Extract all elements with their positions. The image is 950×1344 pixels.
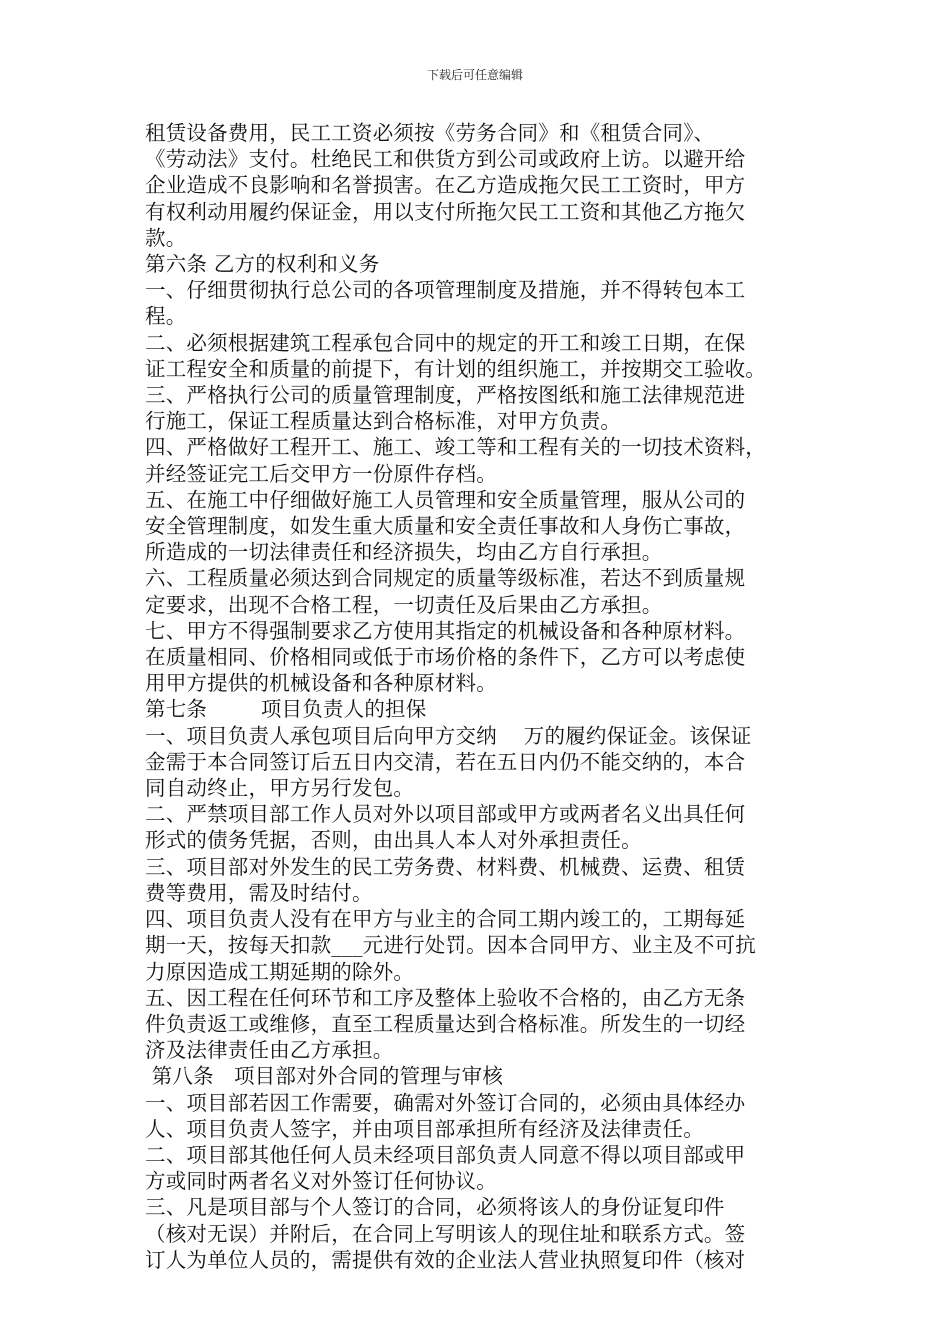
section-heading: 第七条 项目负责人的担保 xyxy=(145,697,427,722)
text-line: 一、仔细贯彻执行总公司的各项管理制度及措施，并不得转包本工 xyxy=(145,278,746,303)
text-line: 费等费用，需及时结付。 xyxy=(145,880,373,905)
text-line: 七、甲方不得强制要求乙方使用其指定的机械设备和各种原材料。 xyxy=(145,618,746,643)
text-line: 证工程安全和质量的前提下，有计划的组织施工，并按期交工验收。 xyxy=(145,356,766,381)
text-line: 四、项目负责人没有在甲方与业主的合同工期内竣工的，工期每延 xyxy=(145,907,746,932)
text-line: 二、项目部其他任何人员未经项目部负责人同意不得以项目部或甲 xyxy=(145,1142,746,1167)
text-line: 企业造成不良影响和名誉损害。在乙方造成拖欠民工工资时，甲方 xyxy=(145,173,746,198)
text-line: 在质量相同、价格相同或低于市场价格的条件下，乙方可以考虑使 xyxy=(145,645,746,670)
text-line: 件负责返工或维修，直至工程质量达到合格标准。所发生的一切经 xyxy=(145,1011,746,1036)
text-line: 方或同时两者名义对外签订任何协议。 xyxy=(145,1169,497,1194)
text-line: 有权利动用履约保证金，用以支付所拖欠民工工资和其他乙方拖欠 xyxy=(145,199,746,224)
text-line: 行施工，保证工程质量达到合格标准，对甲方负责。 xyxy=(145,409,622,434)
text-line: 力原因造成工期延期的除外。 xyxy=(145,959,415,984)
text-line: 济及法律责任由乙方承担。 xyxy=(145,1038,394,1063)
text-line: 金需于本合同签订后五日内交清，若在五日内仍不能交纳的，本合 xyxy=(145,749,746,774)
text-line: 定要求，出现不合格工程，一切责任及后果由乙方承担。 xyxy=(145,592,663,617)
text-line: 期一天，按每天扣款___元进行处罚。因本合同甲方、业主及不可抗 xyxy=(145,933,756,958)
text-line: 一、项目负责人承包项目后向甲方交纳 万的履约保证金。该保证 xyxy=(145,723,752,748)
text-line: 三、严格执行公司的质量管理制度，严格按图纸和施工法律规范进 xyxy=(145,383,746,408)
text-line: 程。 xyxy=(145,304,187,329)
text-line: 用甲方提供的机械设备和各种原材料。 xyxy=(145,671,497,696)
text-line: 四、严格做好工程开工、施工、竣工等和工程有关的一切技术资料， xyxy=(145,435,766,460)
text-line: 一、项目部若因工作需要，确需对外签订合同的，必须由具体经办 xyxy=(145,1090,746,1115)
text-line: 同自动终止，甲方另行发包。 xyxy=(145,776,415,801)
text-line: 五、在施工中仔细做好施工人员管理和安全质量管理，服从公司的 xyxy=(145,487,746,512)
text-line: （核对无误）并附后，在合同上写明该人的现住址和联系方式。签 xyxy=(145,1221,746,1246)
text-line: 三、项目部对外发生的民工劳务费、材料费、机械费、运费、租赁 xyxy=(145,854,746,879)
text-line: 并经签证完工后交甲方一份原件存档。 xyxy=(145,461,497,486)
text-line: 订人为单位人员的，需提供有效的企业法人营业执照复印件（核对 xyxy=(145,1247,746,1272)
text-line: 三、凡是项目部与个人签订的合同，必须将该人的身份证复印件 xyxy=(145,1195,725,1220)
text-line: 租赁设备费用，民工工资必须按《劳务合同》和《租赁合同》、 xyxy=(145,121,715,145)
text-line: 六、工程质量必须达到合同规定的质量等级标准，若达不到质量规 xyxy=(145,566,746,591)
text-line: 形式的债务凭据，否则，由出具人本人对外承担责任。 xyxy=(145,828,642,853)
text-line: 《劳动法》支付。杜绝民工和供货方到公司或政府上访。以避开给 xyxy=(145,147,746,172)
page-header: 下载后可任意编辑 xyxy=(426,68,523,82)
text-line: 二、必须根据建筑工程承包合同中的规定的开工和竣工日期，在保 xyxy=(145,330,746,355)
text-line: 安全管理制度，如发生重大质量和安全责任事故和人身伤亡事故， xyxy=(145,514,746,539)
text-line: 人、项目负责人签字，并由项目部承担所有经济及法律责任。 xyxy=(145,1116,704,1141)
text-line: 所造成的一切法律责任和经济损失，均由乙方自行承担。 xyxy=(145,540,663,565)
section-heading: 第八条 项目部对外合同的管理与审核 xyxy=(145,1064,504,1089)
text-line: 五、因工程在任何环节和工序及整体上验收不合格的，由乙方无条 xyxy=(145,985,746,1010)
document-body xyxy=(145,120,810,1273)
section-heading: 第六条 乙方的权利和义务 xyxy=(145,252,380,277)
text-line: 款。 xyxy=(145,225,187,250)
text-line: 二、严禁项目部工作人员对外以项目部或甲方或两者名义出具任何 xyxy=(145,802,746,827)
